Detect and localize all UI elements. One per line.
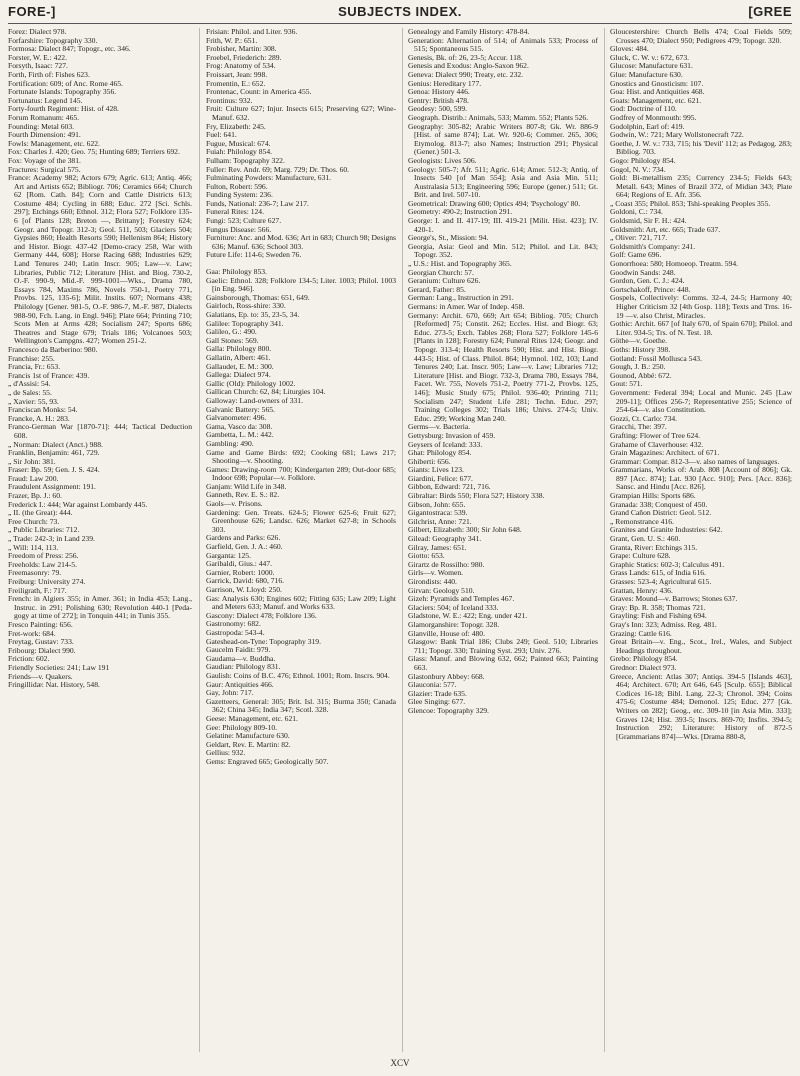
index-entry: Galileo, G.: 490. [206,327,257,337]
index-entry: Forfarshire: Topography 330. [8,35,98,45]
index-entry: Gastropoda: 543-4. [206,627,265,637]
index-entry: Forsyth, Isaac: 727. [8,61,68,71]
index-entry: Government: Federal 394; Local and Munic. 245 [Law 209-11]; Offices 256-7; Representative 255; Science of 254-64—v. also Constitution. [610,387,792,415]
index-entry: Fox: Voyage of the 381. [8,155,81,165]
index-entry: Gotland: Fossil Mollusca 543. [610,353,702,363]
index-entry: Fungus Disease: 566. [206,224,272,234]
index-entry: Gaulish: Coins of B.C. 476; Ethnol. 1001; Rom. Inscrs. 904. [206,670,390,680]
index-entry: Games: Drawing-room 700; Kindergarten 289; Out-door 685; Indoor 698; Popular—v. Folklore. [206,464,396,483]
index-entry: Girondists: 440. [408,577,457,586]
index-entry: Glamorganshire: Topogr. 328. [408,619,500,629]
index-entry: Gozzi, Ct. Carlo: 734. [610,413,678,423]
index-entry: Galilee: Topography 341. [206,318,284,328]
column-divider [402,28,403,1052]
index-entry: Ghiberti: 656. [408,456,451,466]
index-entry: Franco-German War [1870-71]: 444; Tactical Deduction 608. [8,422,192,440]
index-entry: Fraud: Law 200. [8,473,59,483]
index-entry: Frobisher, Martin: 308. [206,44,277,54]
index-entry: Gold: Bi-metallism 235; Currency 234-5; Fields 643; Metall. 643; Mines of Brazil 372, of Midian 343; Plate 664; Regions of E. Afr. 356. [610,173,792,200]
index-entry: Fuel: 641. [206,130,237,140]
index-entry: Frith, W. P.: 651. [206,35,258,45]
index-entry: Granites and Granite Industries: 642. [610,525,723,535]
index-entry: Geograph. Distrib.: Animals, 533; Mamm. 552; Plants 526. [408,112,589,122]
index-entry: Goodwin Sands: 248. [610,267,676,277]
index-entry: Gracchi, The: 397. [610,422,667,432]
index-entry: Glue: Manufacture 630. [610,69,683,79]
index-entry: Gibraltar: Birds 550; Flora 527; History 338. [408,491,545,501]
index-entry: Garrick, David: 680, 716. [206,576,285,586]
index-entry: Gigantostraca: 539. [408,508,468,518]
index-entry: Gairloch, Ross-shire: 330. [206,301,286,311]
column-divider [604,28,605,1052]
index-entry: Georgian Church: 57. [408,267,474,277]
index-entry: Genealogy and Family History: 478-84. [408,28,530,36]
index-entry: Graves: Mound—v. Barrows; Stones 637. [610,594,738,604]
index-entry: Graphic Statics: 602-3; Calculus 491. [610,559,725,569]
index-entry: Gerard, Father: 85. [408,284,466,294]
index-entry: Francesco da Barberino: 980. [8,344,98,354]
index-entry: Future Life: 114-6; Sweden 76. [206,250,302,260]
index-entry: Geldart, Rev. E. Martin: 82. [206,739,291,749]
index-entry: Goldoni, C.: 734. [610,207,663,217]
index-entry: Genesis, Bk. of: 26, 23-5; Accur. 118. [408,52,523,62]
index-entry: Frisian: Philol. and Liter. 936. [206,28,298,36]
index-entry: Gallaudet, E. M.: 300. [206,361,274,371]
index-entry: Geology: 505-7; Afr. 511; Agric. 614; Amer. 512-3; Antiq. of Insects 540 [of Man 554]; Asia and Asia Min. 511; Australasia 513; Engineering 596; Europe (gener.) 511; Gt. Brit. and Irel. 507-10. [408,164,598,200]
index-entry: Genesis and Exodus: Anglo-Saxon 962. [408,61,529,71]
index-column-3 [408,28,598,1052]
index-entry: Funding System: 236. [206,190,273,200]
index-entry: Goldsmid, Sir F. H.: 424. [610,216,687,226]
index-entry: Giotto: 653. [408,551,445,561]
index-entry: Grampian Hills: Sports 686. [610,491,696,501]
index-entry: Grammarians, Works of: Arab. 808 [Account of 806]; Gk. 897 [Acc. 874]; Lat. 930 [Acc. 910]; Pers. [Acc. 836]; Sansc. and Hindu [Acc. 826]. [610,465,792,492]
index-entry: Gladstone, W. E.: 422; Eng. under 421. [408,611,528,621]
index-entry: Galloway: Land-owners of 331. [206,395,304,405]
index-entry: French: in Algiers 355; in Amer. 361; in India 453; Lang., Instruc. in 291; Polishing 630; Revolution 440-1 [Peda-gogy at time of 272]; in Tonquin 441; in Tunis 355. [8,594,192,621]
index-entry: Garibaldi, Gius.: 447. [206,559,273,569]
index-entry: Gibbon, Edward: 721, 716. [408,482,491,492]
index-entry: Giants: Lives 123. [408,465,464,475]
index-entry: Fulton, Robert: 596. [206,181,268,191]
index-entry: Fulham: Topography 322. [206,155,285,165]
index-entry: Grayling: Fish and Fishing 694. [610,611,707,621]
index-entry: Geranium: Culture 626. [408,276,481,286]
index-entry: Germans: in Amer. War of Indep. 458. [408,302,525,311]
index-entry: George: I. and II. 417-19; III. 419-21 [Milit. Hist. 423]; IV. 420-1. [408,216,598,234]
index-entry: Grazing: Cattle 616. [610,628,672,638]
index-entry: „ Trade: 242-3; in Land 239. [8,534,95,544]
index-entry: Free Church: 73. [8,516,60,526]
index-entry: Frontinus: 932. [206,95,253,105]
index-entry: Gaudian: Philology 831. [206,662,281,672]
index-entry: Goths: History 398. [610,344,671,354]
index-entry: Frog: Anatomy of 534. [206,61,276,71]
index-entry: Genius: Hereditary 177. [408,78,482,88]
index-entry: Grahame of Claverhouse: 432. [610,439,704,449]
index-entry: Friendly Societies: 241; Law 191 [8,662,110,672]
index-entry: Fromentin, E.: 652. [206,78,266,88]
index-entry: Göthe—v. Goethe. [610,336,668,346]
index-entry: Granta, River: Etchings 315. [610,542,698,552]
index-entry: Gnostics and Gnosticism: 107. [610,78,704,88]
index-entry: Gaols—v. Prisons. [206,499,263,509]
index-entry: „ Public Libraries: 712. [8,525,80,535]
index-entry: Ghat: Philology 854. [408,448,472,458]
index-entry: Grape: Culture 628. [610,551,671,561]
index-entry: Glencoe: Topography 329. [408,705,489,715]
index-entry: Ganjam: Wild Life in 348. [206,481,287,491]
index-entry: Gluck, C. W. v.: 672, 673. [610,52,690,62]
index-entry: Gogol, N. V.: 734. [610,164,666,174]
index-entry: Franchise: 255. [8,353,55,363]
index-entry: God: Doctrine of 110. [610,104,677,114]
index-column-4 [610,28,792,1052]
index-entry: Genoa: History 446. [408,87,470,97]
index-entry: „ II. (the Great): 444. [8,508,73,518]
index-entry: „ Xavier: 55, 93. [8,396,59,406]
index-entry: Gallic (Old): Philology 1002. [206,378,296,388]
index-entry: Garrison, W. Lloyd: 250. [206,585,282,594]
index-entry: Fry, Elizabeth: 245. [206,121,266,131]
index-entry: Gelatine: Manufacture 630. [206,731,290,741]
index-entry: Fungi: 523; Culture 627. [206,216,282,226]
index-entry: Gellius: 932. [206,748,246,758]
index-entry: Francia, Fr.: 653. [8,362,61,372]
index-entry: Garganta: 125. [206,550,251,560]
index-entry: Gettysburg: Invasion of 459. [408,430,496,440]
index-entry: „ d'Assisi: 54. [8,379,51,389]
index-entry: „ Will: 114, 113. [8,542,59,552]
index-entry: Granada: 338; Conquest of 450. [610,499,708,509]
index-entry: Gilbert, Elizabeth: 300; Sir John 648. [408,525,522,535]
index-entry: Georgia, Asia: Geol and Min. 512; Philol. and Lit. 843; Topogr. 352. [408,241,598,260]
index-entry: Froebel, Friederich: 289. [206,52,282,62]
index-entry: Glucose: Manufacture 631. [610,61,693,71]
index-entry: Gama, Vasco da: 308. [206,421,273,431]
index-entry: Generation: Alternation of 514; of Animals 533; Process of 515; Spontaneous 515. [408,35,598,54]
index-entry: Francke, A. H.: 283. [8,413,70,423]
index-entry: Godolphin, Earl of: 419. [610,121,685,131]
index-entry: Franklin, Benjamin: 461, 729. [8,448,100,458]
header-title: SUBJECTS INDEX. [338,4,462,19]
index-entry: Fraudulent Assignment: 191. [8,482,96,492]
index-entry: Garnier, Robert: 1000. [206,567,275,577]
index-entry: Fuiah: Philology 854. [206,147,273,157]
index-entry: „ de Sales: 55. [8,387,52,397]
index-entry: Gastronomy: 682. [206,619,261,629]
header-right: [GREE [748,4,792,19]
index-entry: Glass: Manuf. and Blowing 632, 662; Painted 663; Painting 663. [408,654,598,672]
index-entry: Founding: Metal 603. [8,121,75,131]
index-entry: Gems: Engraved 665; Geologically 507. [206,756,329,766]
index-entry: Grant, Gen. U. S.: 460. [610,534,681,544]
index-entry: Fribourg: Dialect 990. [8,645,76,655]
index-entry: Fugue, Musical: 674. [206,138,271,148]
index-entry: Fruit: Culture 627; Injur. Insects 615; Preserving 627; Wine-Manuf. 632. [206,104,396,122]
index-entry: Gaelic: Ethnol. 328; Folklore 134-5; Liter. 1003; Philol. 1003 [in Eng. 946]. [206,275,396,294]
index-entry: Gilray, James: 651. [408,542,467,552]
index-entry: Galvanic Battery: 565. [206,404,275,414]
index-entry: Fortunatus: Legend 145. [8,95,83,105]
index-entry: Gortschakoff, Prince: 448. [610,284,691,294]
index-entry: Galatians, Ep. to: 35, 23-5, 34. [206,310,300,319]
index-entry: Gaudama—v. Buddha. [206,653,276,663]
index-entry: Geneva: Dialect 990; Treaty, etc. 232. [408,69,524,79]
index-entry: Fortification: 609; of Anc. Rome 465. [8,78,123,88]
index-entry: Gloucestershire: Church Bells 474; Coal Fields 509; Crosses 470; Dialect 950; Pedigrees 479; Topogr. 320. [610,28,792,45]
index-entry: Gallega: Dialect 974. [206,370,271,380]
index-entry: Game and Game Birds: 692; Cooking 681; Laws 217; Shooting—v. Shooting. [206,447,396,466]
index-entry: Gainsborough, Thomas: 651, 649. [206,292,310,302]
index-entry: „ Sir John: 381. [8,456,56,466]
index-entry: „ Coast 355; Philol. 853; Tshi-speaking Peoples 355. [610,198,771,208]
index-entry: Geysers of Iceland: 333. [408,439,483,449]
index-entry: Gout: 571. [610,379,643,389]
index-entry: Grattan, Henry: 436. [610,585,673,595]
index-entry: Giardini, Felice: 677. [408,473,473,483]
index-entry: Ganneth, Rev. E. S.: 82. [206,490,280,500]
index-entry: Friends—v. Quakers. [8,671,73,681]
index-entry: Forez: Dialect 978. [8,28,67,36]
index-entry: Funds, National: 236-7; Law 217. [206,198,309,208]
index-entry: Grafting: Flower of Tree 624. [610,430,701,440]
index-entry: Girls—v. Women. [408,568,464,578]
index-entry: Gambling: 490. [206,438,254,448]
index-entry: Formosa: Dialect 847; Topogr., etc. 346. [8,44,131,54]
index-entry: Girartz de Rossilho: 980. [408,559,485,569]
index-entry: Gilchrist, Anne: 721. [408,516,472,526]
index-entry: Gaa: Philology 853. [206,267,267,277]
index-entry: Gordon, Gen. C. J.: 424. [610,276,685,286]
header-left: FORE-] [8,4,56,19]
index-entry: Grasses: 523-4; Agricultural 615. [610,577,712,586]
index-entry: Geometrical: Drawing 600; Optics 494; 'Psychology' 80. [408,198,581,208]
index-entry: Fringillidæ: Nat. History, 548. [8,680,100,690]
index-entry: Gambetta, L. M.: 442. [206,430,274,440]
index-entry: Goldsmith: Art, etc. 665; Trade 637. [610,224,721,234]
index-entry: Fractures: Surgical 575. [8,164,81,174]
index-entry: Fortunate Islands: Topography 356. [8,87,117,97]
index-entry: Frederick I.: 444; War against Lombardy 445. [8,499,148,509]
index-entry: Gogo: Philology 854. [610,155,676,165]
index-entry: Gounod, Abbé: 672. [610,370,672,380]
index-entry: Frontenac, Count: in America 455. [206,87,312,97]
index-entry: Grammar: Compar. 812-3—v. also names of languages. [610,456,780,466]
index-entry: Gay, John: 717. [206,688,254,698]
index-entry: Grand Cañon District: Geol. 512. [610,508,712,518]
header-rule [8,23,792,24]
index-entry: Gardening: Gen. Treats. 624-5; Flower 625-6; Fruit 627; Greenhouse 626; Landsc. 626; Market 627-8; in Schools 303. [206,507,396,534]
column-divider [199,28,200,1052]
index-entry: Fulminating Powders: Manufacture, 631. [206,173,332,183]
page-number: XCV [390,1058,410,1068]
index-entry: Gee: Philology 809-10. [206,722,278,732]
index-entry: Germs—v. Bacteria. [408,422,471,432]
index-entry: Geodesy: 500, 599. [408,104,468,114]
index-entry: Goethe, J. W. v.: 733, 715; his 'Devil' 112; as Pedagog. 283; Bibliog. 703. [610,138,792,157]
index-entry: Glanville, House of: 480. [408,628,485,638]
index-entry: Gray's Inn: 323; Admiss. Reg. 481. [610,619,717,629]
index-entry: Furniture: Anc. and Mod. 636; Art in 683; Church 98; Designs 636; Manuf. 636; School 303. [206,233,396,251]
index-entry: Gallican Church: 62, 84; Liturgies 104. [206,387,326,397]
index-entry: Fourth Dimension: 491. [8,130,81,140]
index-entry: Franciscan Monks: 54. [8,405,78,415]
index-entry: Forty-fourth Regiment: Hist. of 428. [8,104,119,114]
index-entry: Godfrey of Monmouth: 995. [610,112,697,122]
index-entry: Gonorrhoea: 580; Homoeop. Treatm. 594. [610,259,739,269]
index-entry: Gascony: Dialect 478; Folklore 136. [206,610,317,620]
index-column-1 [8,28,192,1052]
index-entry: „ Oliver: 721, 717. [610,233,668,243]
index-entry: George's, St., Mission: 94. [408,233,489,243]
index-entry: Grebo: Philology 854. [610,654,678,664]
index-entry: Grednor: Dialect 973. [610,662,677,672]
index-entry: Freedom of Press: 256. [8,551,79,561]
index-entry: Gaur: Antiquities 466. [206,679,274,689]
index-entry: „ Remonstrance 416. [610,516,674,526]
index-entry: Glasgow: Bank Trial 186; Clubs 249; Geol. 510; Libraries 711; Topogr. 330; Training Syst. 293; Univ. 276. [408,637,598,655]
index-entry: Gizeh: Pyramids and Temples 467. [408,594,515,604]
index-entry: Geese: Management, etc. 621. [206,713,298,723]
index-entry: Freiligrath, F.: 717. [8,585,67,595]
index-entry: Geometry: 490-2; Instruction 291. [408,207,513,217]
index-entry: Forth, Firth of: Fishes 623. [8,69,90,79]
index-entry: Gloves: 484. [610,44,649,54]
index-entry: Gilead: Geography 341. [408,534,482,544]
index-entry: Gazetteers, General: 305; Brit. Isl. 315; Burma 350; Canada 362; China 345; India 347; Scotl. 328. [206,696,396,715]
index-entry: Freemasonry: 79. [8,568,62,578]
index-entry: Fraser: Bp. 59; Gen. J. S. 424. [8,465,100,475]
index-entry: German: Lang., Instruction in 291. [408,293,514,303]
index-entry: Freiburg: University 274. [8,577,86,586]
index-entry: Forum Romanum: 465. [8,112,80,122]
index-entry: France: Academy 982; Actors 679; Agric. 613; Antiq. 466; Art and Artists 652; Bibliogr. 706; Ceramics 664; Church 62 [Rom. Cath. 84]; Corn and Cattle Districts 613; Costume 484; Cycling in 688; Educ. 272 [Sci. Schls. 297]; Etchings 660; Ethnol. 312; Flora 527; Folklore 135-6 [of Plants 128; Breton —, Brittany]; Forestry 624; Geogr. and Topogr. 312-3; Geol. 511, 503; Glaciers 504; Gypsies 860; Health Resorts 590; Hellenism 864; History and Histor. Biogr. 437-42 [Demo-cracy 258, War with Germany 444, 608]; Horse Racing 688; Industries 629; Land Tenures 240; Latin Inscr. 905; Law—v. Law; Libraries, Public 712; Literature [Hist. and Biog. 730-2, O.-F. 990-9, Mid.-F. 999-1001—Wks., Drama 780, Essays 784, Maxims 786, Novels 750-1, Poetry 771, Provbs. 125, 135-6]; Milit. Instits. 607; Normans 438; Philology [Gener. 981-5, O.-F. 986-7, M.-F. 987, Dialects 988-90, Fch. Lang. in Engl. 946]; Plate 664; Printing 710; Scots Men at Arms 428; Socialism 247; Sports 686; Theatres and Stage 679; Trials 186; Volcanoes 503; Wellington's Campgns. 427; Women 251-2. [8,173,192,346]
index-entry: Fowls: Management, etc. 622. [8,138,100,148]
index-entry: Francis 1st of France: 439. [8,370,90,380]
index-entry: Gas: Analysis 630; Engines 602; Fitting 635; Law 209; Light and Meters 633; Manuf. and Works 633. [206,593,396,612]
index-entry: Gall Stones: 569. [206,335,259,345]
index-entry: Grain Magazines: Architect. of 671. [610,448,720,458]
index-entry: Forster, W. E.: 422. [8,52,67,62]
index-entry: Glauconia: 577. [408,680,457,690]
index-entry: Garfield, Gen. J. A.: 460. [206,542,283,552]
index-entry: Goldsmith's Company: 241. [610,241,696,251]
index-entry: Goa: Hist. and Antiquities 468. [610,87,705,97]
index-entry: Fox: Charles J. 420; Geo. 75; Hunting 689; Terriers 692. [8,147,180,157]
index-entry: Gray: Bp. R. 358; Thomas 721. [610,602,706,612]
index-entry: Freeholds: Law 214-5. [8,559,77,569]
index-entry: Galla: Philology 800. [206,344,272,354]
index-entry: Gothic: Archit. 667 [of Italy 670, of Spain 670]; Philol. and Liter. 934-5; Trs. of N. Test. 18. [610,319,792,337]
index-entry: Glee Singing: 677. [408,697,466,707]
index-entry: Frazer, Bp. J.: 60. [8,491,62,501]
index-entry: Gardens and Parks: 626. [206,533,281,543]
index-entry: Gateshead-on-Tyne: Topography 319. [206,636,321,646]
index-entry: Gibson, John: 655. [408,499,466,509]
index-entry: Girvan: Geology 510. [408,585,475,595]
index-entry: „ U.S.: Hist. and Topography 365. [408,259,512,269]
index-entry: Gentry: British 478. [408,95,469,105]
index-entry: Froissart, Jean: 998. [206,69,268,79]
index-entry: Geography: 305-82; Arabic Writers 807-8; Gk. Wr. 886-9 [Hist. of same 874]; Lat. Wr. 920-6; Commer. 265, 306; Etymolog. 813-7; also Names; Instruction 291; Physical (Gener.) 501-3. [408,121,598,157]
index-entry: Fuller: Rev. Andr. 69; Marg. 729; Dr. Thos. 60. [206,164,350,174]
index-entry: Funeral Rites: 124. [206,207,265,217]
index-entry: Godwin, W.: 721; Mary Wollstonecraft 722. [610,130,744,140]
index-entry: Galvanometer: 496. [206,413,267,423]
index-entry: Glazier: Trade 635. [408,688,467,698]
index-entry: Greece, Ancient: Atlas 307; Antiqs. 394-5 [Islands 463], 464; Architect. 670; Art 646, 645 [Sculp. 655]; Biblical Codices 16-18; Bibl. Lang. 22-3; Chronol. 394; Coins 475-6; Costume 484; Demonol. 125; Educ. 277 [Gk. Writers on 282]; Geog., etc. 309-10 [in Asia Min. 333]; Graves 124; Hist. 393-5; Inscrs. 869-70; Insfits. 394-5; Instruction 292; Literature: History of 872-5 [Grammarians 874]—Wks. [Drama 880-8, [610,671,792,741]
index-entry: Fret-work: 684. [8,628,56,638]
index-entry: Germany: Archit. 670, 669; Art 654; Bibliog. 705; Church [Reformed] 75; Constit. 262; Eccles. Hist. and Biogr. 63; Educ. 273-5; Exch. Tables 268; Flora 527; Folklore 145-6 [Plants in 128]; Forestry 624; Funeral Rites 124; Geogr. and Topogr. 313-4; Health Resorts 590; Hist. and Hist. Biogr. 443-5; Hist. of Class. Philol. 864; Hymnol. 102, 103; Land Tenures 240; Lat. Inscr. 905; Law—v. Law; Libraries 712; Literature [Hist. and Biogr. 732-3, Drama 780, Essays 784, Facet. Wr. 755, Novels 751-2, Poetry 771-2, Provbs. 125, 146]; Music Study 675; Philol. 936-40; Printing 711; Socialism 247; Student Life 281; Techn. Educ. 297; Training Colleges 302; Trials 186; Univs. 274-5; Univ. Educ. 299; Working Man 240. [408,310,598,423]
index-entry: Golf: Game 696. [610,250,662,260]
index-entry: Gaucelm Faidit: 979. [206,645,271,655]
running-header [0,0,800,24]
index-entry: Goats: Management, etc. 621. [610,95,702,105]
index-entry: Glaciers: 504; of Iceland 333. [408,602,499,612]
index-entry: Friction: 602. [8,654,50,664]
index-entry: Great Britain—v. Eng., Scot., Irel., Wales, and Subject Headings throughout. [610,637,792,655]
index-entry: Freytag, Gustav: 733. [8,637,74,647]
index-entry: Grass Lands: 615, of India 616. [610,568,706,578]
index-entry: „ Norman: Dialect (Anct.) 988. [8,439,103,449]
index-entry: Gospels, Collectively: Comms. 32-4, 24-5; Harmony 40; Higher Criticism 32 [4th Gosp. 118]; Texts and Trns. 16-19 —v. also Christ, Miracles. [610,293,792,320]
index-entry: Fresco Painting: 656. [8,619,73,629]
index-entry: Gallatin, Albert: 461. [206,352,271,362]
index-column-2 [206,28,396,1052]
index-entry: Glastonbury Abbey: 668. [408,671,485,681]
index-entry: Gough, J. B.: 250. [610,362,666,372]
index-entry: Geologists: Lives 506. [408,155,477,165]
